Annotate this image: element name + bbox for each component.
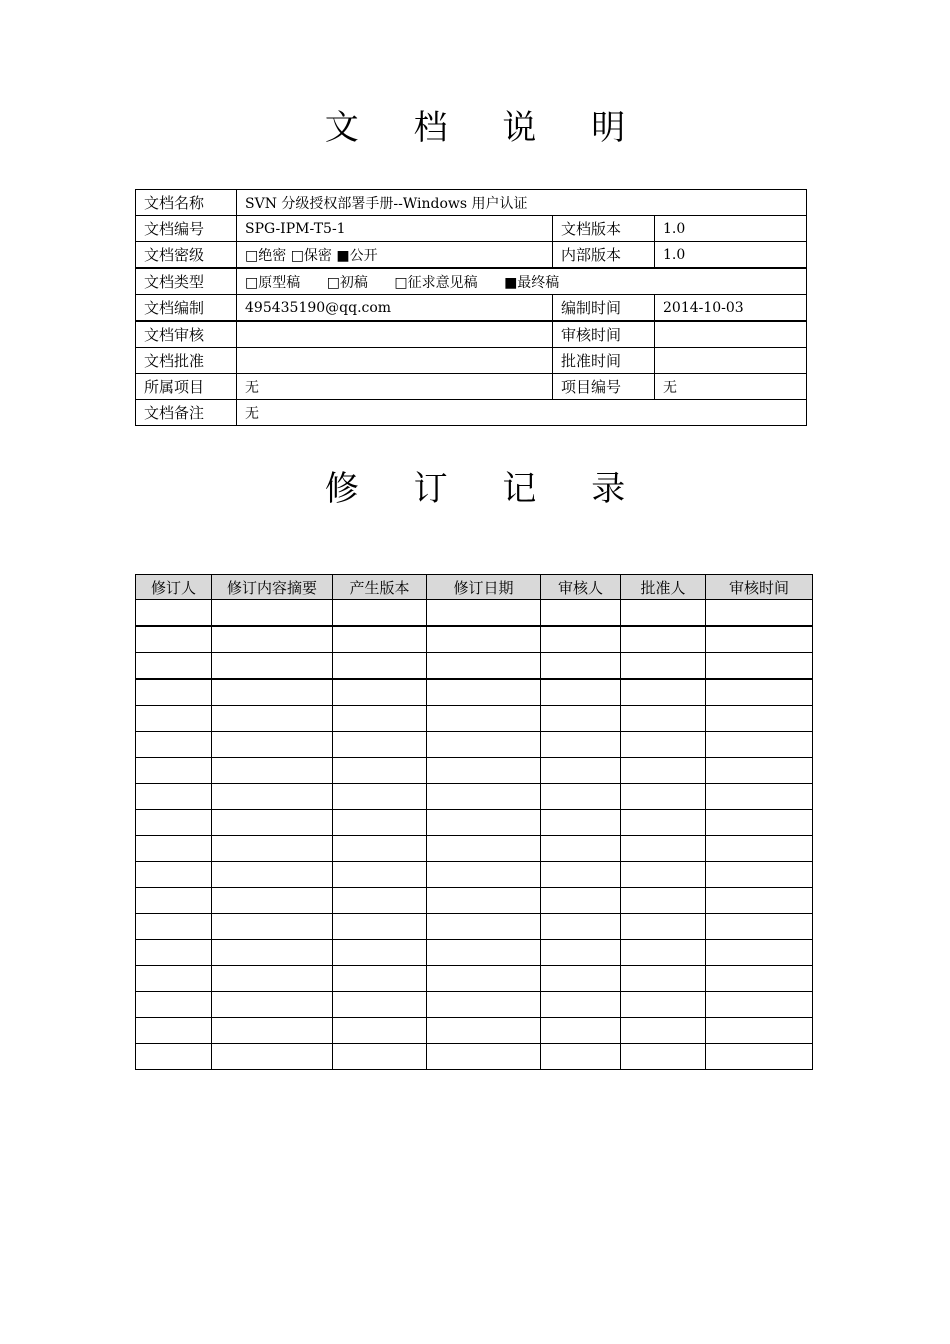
table-cell xyxy=(136,888,212,914)
doc-number-value: SPG-IPM-T5-1 xyxy=(237,216,553,242)
table-cell xyxy=(541,836,621,862)
header-approver: 批准人 xyxy=(621,575,706,600)
table-cell xyxy=(427,914,541,940)
info-row-author xyxy=(136,295,807,322)
table-cell xyxy=(136,1018,212,1044)
doc-remark-label: 文档备注 xyxy=(136,400,237,426)
table-cell xyxy=(427,626,541,653)
table-cell xyxy=(333,1044,427,1070)
internal-version-value: 1.0 xyxy=(655,242,807,269)
project-label: 所属项目 xyxy=(136,374,237,400)
author-time-label: 编制时间 xyxy=(553,295,655,322)
table-cell xyxy=(706,966,813,992)
project-number-value: 无 xyxy=(655,374,807,400)
table-cell xyxy=(427,1018,541,1044)
table-row xyxy=(136,653,813,680)
doc-author-label: 文档编制 xyxy=(136,295,237,322)
table-cell xyxy=(333,784,427,810)
table-cell xyxy=(136,810,212,836)
table-cell xyxy=(541,679,621,706)
revision-record-table xyxy=(135,574,813,1070)
table-cell xyxy=(541,940,621,966)
revision-record-title: 修 订 记 录 xyxy=(324,469,648,509)
table-row xyxy=(136,966,813,992)
table-cell xyxy=(212,940,333,966)
header-version: 产生版本 xyxy=(333,575,427,600)
table-cell xyxy=(706,1044,813,1070)
table-cell xyxy=(706,732,813,758)
table-row xyxy=(136,626,813,653)
table-cell xyxy=(427,679,541,706)
table-cell xyxy=(706,1018,813,1044)
table-cell xyxy=(333,888,427,914)
table-cell xyxy=(333,862,427,888)
table-cell xyxy=(541,992,621,1018)
table-cell xyxy=(136,758,212,784)
table-cell xyxy=(136,1044,212,1070)
table-cell xyxy=(427,706,541,732)
table-cell xyxy=(541,600,621,627)
table-cell xyxy=(333,706,427,732)
doc-version-value: 1.0 xyxy=(655,216,807,242)
table-cell xyxy=(706,600,813,627)
table-cell xyxy=(212,784,333,810)
table-cell xyxy=(212,600,333,627)
table-cell xyxy=(427,862,541,888)
type-option-final: ■最终稿 xyxy=(504,274,560,291)
table-cell xyxy=(333,940,427,966)
approve-time-label: 批准时间 xyxy=(553,348,655,374)
table-cell xyxy=(212,966,333,992)
table-cell xyxy=(706,940,813,966)
table-cell xyxy=(621,966,706,992)
type-option-first-draft: □初稿 xyxy=(326,274,368,291)
table-row xyxy=(136,600,813,627)
doc-approve-label: 文档批准 xyxy=(136,348,237,374)
table-cell xyxy=(212,836,333,862)
revision-table-body xyxy=(136,600,813,1070)
header-summary: 修订内容摘要 xyxy=(212,575,333,600)
table-row xyxy=(136,706,813,732)
table-cell xyxy=(136,784,212,810)
table-cell xyxy=(333,758,427,784)
table-cell xyxy=(706,653,813,680)
table-cell xyxy=(333,992,427,1018)
header-reviewer: 审核人 xyxy=(541,575,621,600)
table-cell xyxy=(427,966,541,992)
table-cell xyxy=(212,862,333,888)
table-cell xyxy=(706,679,813,706)
header-review-time: 审核时间 xyxy=(706,575,813,600)
doc-author-value: 495435190@qq.com xyxy=(237,295,553,322)
internal-version-label: 内部版本 xyxy=(553,242,655,269)
table-cell xyxy=(621,732,706,758)
table-cell xyxy=(427,1044,541,1070)
table-cell xyxy=(541,888,621,914)
info-row-project xyxy=(136,374,807,400)
table-cell xyxy=(621,1044,706,1070)
header-reviser: 修订人 xyxy=(136,575,212,600)
table-cell xyxy=(706,626,813,653)
table-cell xyxy=(706,914,813,940)
info-row-review xyxy=(136,321,807,348)
table-cell xyxy=(136,600,212,627)
table-row xyxy=(136,862,813,888)
table-cell xyxy=(541,706,621,732)
table-cell xyxy=(541,1044,621,1070)
table-cell xyxy=(541,1018,621,1044)
table-row xyxy=(136,732,813,758)
revision-header-row xyxy=(136,575,813,600)
doc-security-label: 文档密级 xyxy=(136,242,237,269)
table-cell xyxy=(333,1018,427,1044)
table-cell xyxy=(212,810,333,836)
table-cell xyxy=(136,862,212,888)
info-row-number xyxy=(136,216,807,242)
table-cell xyxy=(621,679,706,706)
table-cell xyxy=(621,626,706,653)
table-cell xyxy=(706,888,813,914)
table-cell xyxy=(136,706,212,732)
table-row xyxy=(136,888,813,914)
info-row-name xyxy=(136,190,807,216)
table-row xyxy=(136,784,813,810)
doc-number-label: 文档编号 xyxy=(136,216,237,242)
doc-security-options xyxy=(237,242,553,269)
doc-version-label: 文档版本 xyxy=(553,216,655,242)
table-cell xyxy=(621,600,706,627)
table-cell xyxy=(212,679,333,706)
table-cell xyxy=(541,862,621,888)
table-cell xyxy=(541,732,621,758)
table-cell xyxy=(136,940,212,966)
table-cell xyxy=(136,992,212,1018)
table-cell xyxy=(706,862,813,888)
doc-name-label: 文档名称 xyxy=(136,190,237,216)
table-cell xyxy=(212,888,333,914)
table-cell xyxy=(212,1044,333,1070)
security-option-top-secret: □绝密 xyxy=(245,247,287,264)
document-info-table xyxy=(135,189,807,426)
project-number-label: 项目编号 xyxy=(553,374,655,400)
info-row-security xyxy=(136,242,807,269)
table-cell xyxy=(212,992,333,1018)
review-time-value xyxy=(655,321,807,348)
table-cell xyxy=(706,836,813,862)
table-cell xyxy=(541,810,621,836)
info-row-approve xyxy=(136,348,807,374)
table-row xyxy=(136,1018,813,1044)
table-cell xyxy=(212,758,333,784)
table-cell xyxy=(621,888,706,914)
table-cell xyxy=(333,600,427,627)
table-cell xyxy=(427,836,541,862)
table-cell xyxy=(212,653,333,680)
table-cell xyxy=(621,914,706,940)
doc-review-label: 文档审核 xyxy=(136,321,237,348)
table-row xyxy=(136,758,813,784)
doc-name-value: SVN 分级授权部署手册--Windows 用户认证 xyxy=(237,190,807,216)
table-cell xyxy=(333,626,427,653)
table-cell xyxy=(706,992,813,1018)
table-cell xyxy=(621,810,706,836)
table-row xyxy=(136,836,813,862)
security-option-public: ■公开 xyxy=(336,247,378,264)
table-cell xyxy=(427,758,541,784)
table-cell xyxy=(136,914,212,940)
table-cell xyxy=(427,732,541,758)
document-description-title: 文 档 说 明 xyxy=(324,108,648,148)
table-cell xyxy=(212,732,333,758)
type-option-prototype: □原型稿 xyxy=(245,274,301,291)
type-option-review-draft: □征求意见稿 xyxy=(394,274,478,291)
table-cell xyxy=(541,784,621,810)
table-cell xyxy=(621,992,706,1018)
table-row xyxy=(136,1044,813,1070)
doc-approve-value xyxy=(237,348,553,374)
table-cell xyxy=(621,706,706,732)
table-cell xyxy=(541,914,621,940)
table-cell xyxy=(427,992,541,1018)
table-cell xyxy=(136,679,212,706)
author-time-value: 2014-10-03 xyxy=(655,295,807,322)
doc-review-value xyxy=(237,321,553,348)
doc-remark-value: 无 xyxy=(237,400,807,426)
table-cell xyxy=(333,810,427,836)
table-row xyxy=(136,914,813,940)
header-date: 修订日期 xyxy=(427,575,541,600)
table-cell xyxy=(333,966,427,992)
table-cell xyxy=(136,653,212,680)
table-cell xyxy=(136,626,212,653)
table-cell xyxy=(333,679,427,706)
table-cell xyxy=(427,600,541,627)
table-cell xyxy=(621,836,706,862)
table-cell xyxy=(427,653,541,680)
doc-type-label: 文档类型 xyxy=(136,268,237,295)
table-cell xyxy=(136,966,212,992)
table-cell xyxy=(706,758,813,784)
table-cell xyxy=(427,888,541,914)
table-cell xyxy=(333,914,427,940)
table-cell xyxy=(621,758,706,784)
table-cell xyxy=(212,706,333,732)
info-row-remark xyxy=(136,400,807,426)
project-value: 无 xyxy=(237,374,553,400)
table-row xyxy=(136,992,813,1018)
table-cell xyxy=(427,940,541,966)
table-cell xyxy=(427,810,541,836)
info-row-type xyxy=(136,268,807,295)
table-cell xyxy=(621,940,706,966)
table-cell xyxy=(706,706,813,732)
table-row xyxy=(136,679,813,706)
table-cell xyxy=(136,732,212,758)
table-cell xyxy=(621,1018,706,1044)
table-cell xyxy=(706,784,813,810)
table-cell xyxy=(212,914,333,940)
table-cell xyxy=(427,784,541,810)
table-cell xyxy=(706,810,813,836)
table-row xyxy=(136,940,813,966)
table-cell xyxy=(541,758,621,784)
table-cell xyxy=(136,836,212,862)
review-time-label: 审核时间 xyxy=(553,321,655,348)
table-cell xyxy=(621,784,706,810)
table-cell xyxy=(541,626,621,653)
table-cell xyxy=(212,1018,333,1044)
doc-type-options xyxy=(237,268,807,295)
table-cell xyxy=(621,862,706,888)
table-cell xyxy=(333,732,427,758)
table-cell xyxy=(212,626,333,653)
security-option-confidential: □保密 xyxy=(290,247,332,264)
table-row xyxy=(136,810,813,836)
table-cell xyxy=(621,653,706,680)
approve-time-value xyxy=(655,348,807,374)
table-cell xyxy=(541,653,621,680)
table-cell xyxy=(333,836,427,862)
table-cell xyxy=(541,966,621,992)
table-cell xyxy=(333,653,427,680)
